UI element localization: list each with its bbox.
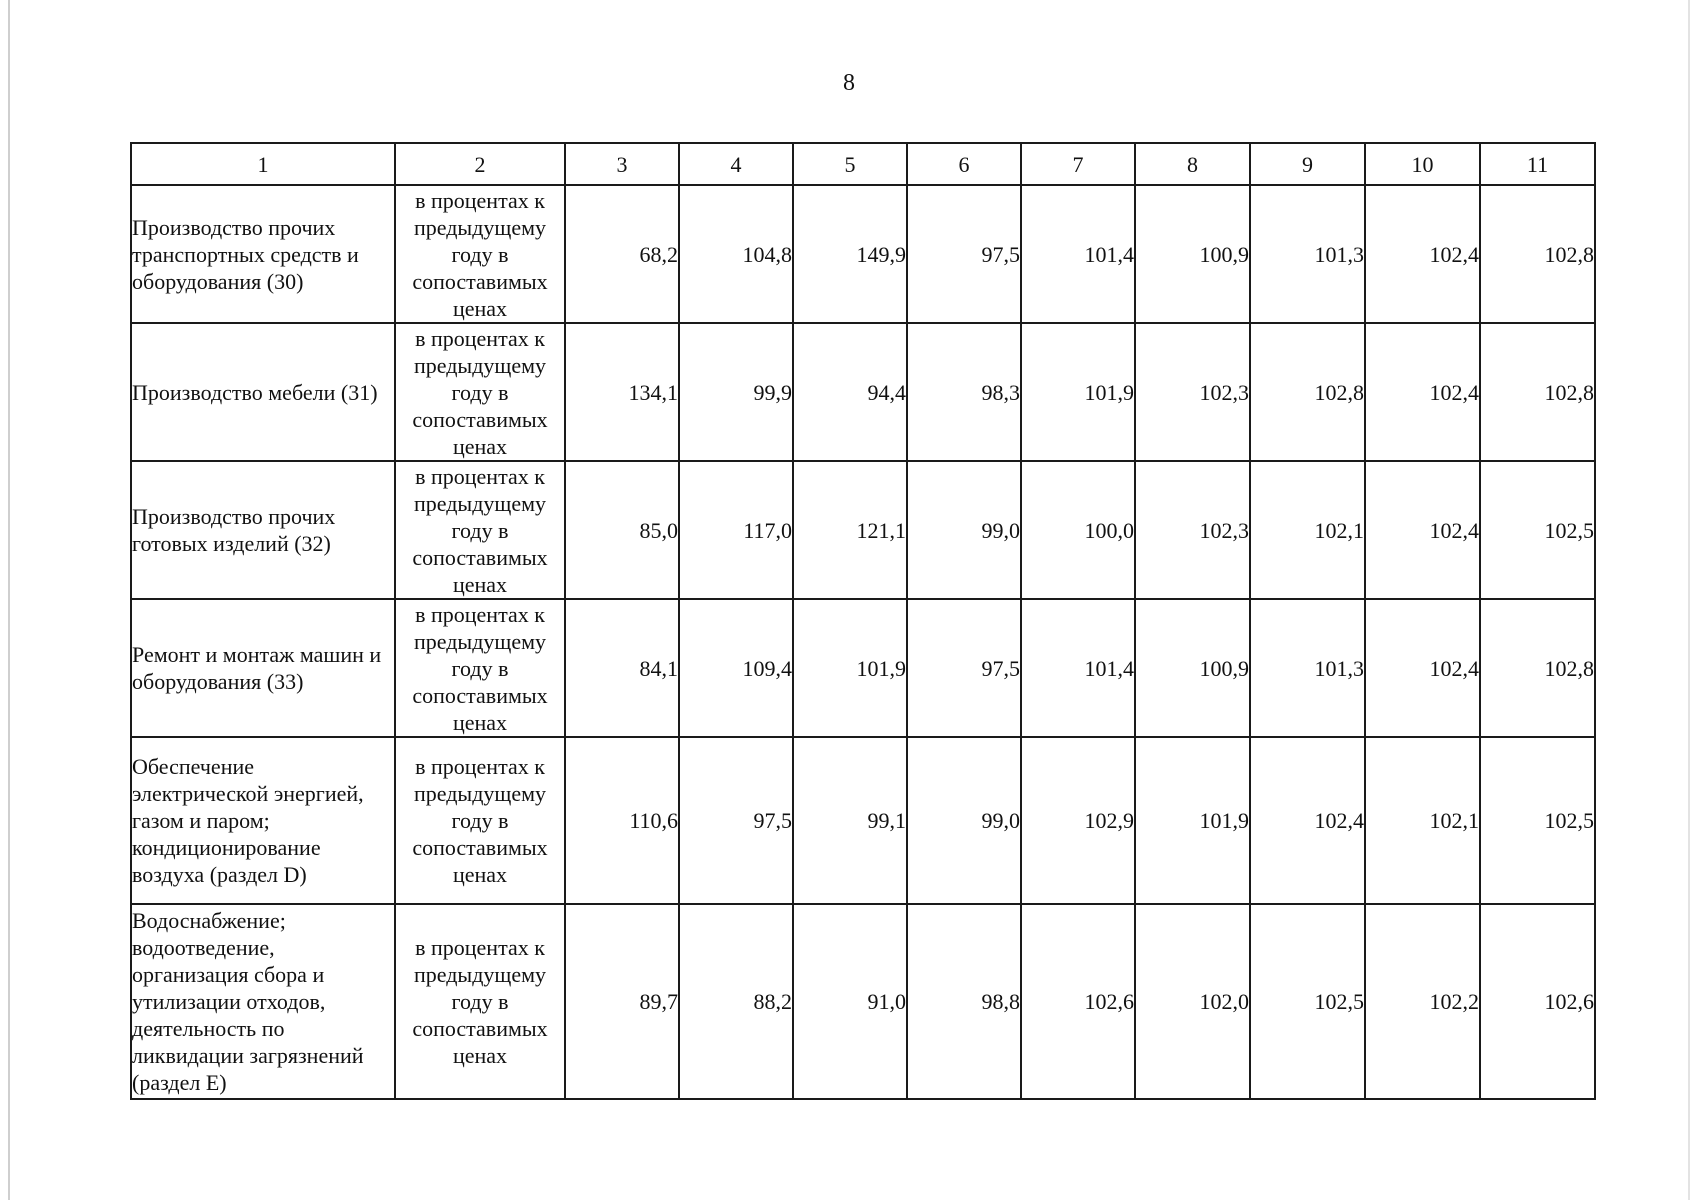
value-cell: 100,9 — [1135, 599, 1250, 737]
indicator-name: Водоснабжение; водоотведение, организация сбора и утилизации отходов, деятельность по ликвидации загрязнений (раздел E) — [131, 904, 395, 1099]
header-row — [131, 143, 1595, 185]
unit-cell: в процентах к предыдущему году в сопоставимых ценах — [395, 737, 565, 904]
value-cell: 102,9 — [1021, 737, 1135, 904]
value-cell: 102,4 — [1365, 323, 1480, 461]
value-cell: 101,4 — [1021, 185, 1135, 323]
value-cell: 102,3 — [1135, 461, 1250, 599]
indicator-name: Обеспечение электрической энергией, газом и паром; кондиционирование воздуха (раздел D) — [131, 737, 395, 904]
indicator-name: Ремонт и монтаж машин и оборудования (33) — [131, 599, 395, 737]
value-cell: 99,1 — [793, 737, 907, 904]
scan-edge-left — [8, 0, 10, 1200]
value-cell: 102,8 — [1480, 323, 1595, 461]
value-cell: 121,1 — [793, 461, 907, 599]
column-header: 6 — [907, 143, 1021, 185]
page-number: 8 — [843, 70, 855, 96]
scan-edge-right — [1688, 0, 1690, 1200]
value-cell: 97,5 — [679, 737, 793, 904]
table-row — [131, 323, 1595, 461]
unit-cell: в процентах к предыдущему году в сопоставимых ценах — [395, 185, 565, 323]
value-cell: 104,8 — [679, 185, 793, 323]
value-cell: 102,1 — [1250, 461, 1365, 599]
value-cell: 88,2 — [679, 904, 793, 1099]
value-cell: 102,5 — [1250, 904, 1365, 1099]
value-cell: 102,8 — [1480, 599, 1595, 737]
value-cell: 68,2 — [565, 185, 679, 323]
table-row — [131, 737, 1595, 904]
value-cell: 102,2 — [1365, 904, 1480, 1099]
value-cell: 101,9 — [1021, 323, 1135, 461]
column-header: 4 — [679, 143, 793, 185]
value-cell: 101,3 — [1250, 599, 1365, 737]
value-cell: 102,0 — [1135, 904, 1250, 1099]
table-row — [131, 904, 1595, 1099]
column-header: 8 — [1135, 143, 1250, 185]
value-cell: 102,6 — [1021, 904, 1135, 1099]
unit-cell: в процентах к предыдущему году в сопоставимых ценах — [395, 323, 565, 461]
unit-cell: в процентах к предыдущему году в сопоставимых ценах — [395, 461, 565, 599]
value-cell: 102,4 — [1365, 599, 1480, 737]
value-cell: 102,4 — [1250, 737, 1365, 904]
table-row — [131, 185, 1595, 323]
value-cell: 102,3 — [1135, 323, 1250, 461]
value-cell: 149,9 — [793, 185, 907, 323]
unit-cell: в процентах к предыдущему году в сопоставимых ценах — [395, 599, 565, 737]
indicator-name: Производство прочих готовых изделий (32) — [131, 461, 395, 599]
indicator-name: Производство мебели (31) — [131, 323, 395, 461]
value-cell: 100,9 — [1135, 185, 1250, 323]
value-cell: 102,1 — [1365, 737, 1480, 904]
value-cell: 102,6 — [1480, 904, 1595, 1099]
column-header: 9 — [1250, 143, 1365, 185]
indicator-name: Производство прочих транспортных средств и оборудования (30) — [131, 185, 395, 323]
value-cell: 98,8 — [907, 904, 1021, 1099]
value-cell: 97,5 — [907, 185, 1021, 323]
value-cell: 134,1 — [565, 323, 679, 461]
column-header: 5 — [793, 143, 907, 185]
column-header: 1 — [131, 143, 395, 185]
value-cell: 91,0 — [793, 904, 907, 1099]
table-row — [131, 461, 1595, 599]
value-cell: 101,9 — [793, 599, 907, 737]
value-cell: 101,9 — [1135, 737, 1250, 904]
value-cell: 99,0 — [907, 461, 1021, 599]
value-cell: 102,4 — [1365, 461, 1480, 599]
value-cell: 102,8 — [1480, 185, 1595, 323]
data-table — [130, 142, 1596, 1100]
unit-cell: в процентах к предыдущему году в сопоставимых ценах — [395, 904, 565, 1099]
column-header: 10 — [1365, 143, 1480, 185]
value-cell: 99,9 — [679, 323, 793, 461]
value-cell: 102,5 — [1480, 461, 1595, 599]
value-cell: 99,0 — [907, 737, 1021, 904]
value-cell: 89,7 — [565, 904, 679, 1099]
value-cell: 102,8 — [1250, 323, 1365, 461]
column-header: 2 — [395, 143, 565, 185]
value-cell: 101,4 — [1021, 599, 1135, 737]
value-cell: 100,0 — [1021, 461, 1135, 599]
value-cell: 85,0 — [565, 461, 679, 599]
column-header: 7 — [1021, 143, 1135, 185]
table-row — [131, 599, 1595, 737]
value-cell: 94,4 — [793, 323, 907, 461]
value-cell: 97,5 — [907, 599, 1021, 737]
value-cell: 110,6 — [565, 737, 679, 904]
value-cell: 101,3 — [1250, 185, 1365, 323]
value-cell: 84,1 — [565, 599, 679, 737]
value-cell: 102,4 — [1365, 185, 1480, 323]
value-cell: 109,4 — [679, 599, 793, 737]
value-cell: 117,0 — [679, 461, 793, 599]
value-cell: 102,5 — [1480, 737, 1595, 904]
column-header: 3 — [565, 143, 679, 185]
column-header: 11 — [1480, 143, 1595, 185]
value-cell: 98,3 — [907, 323, 1021, 461]
